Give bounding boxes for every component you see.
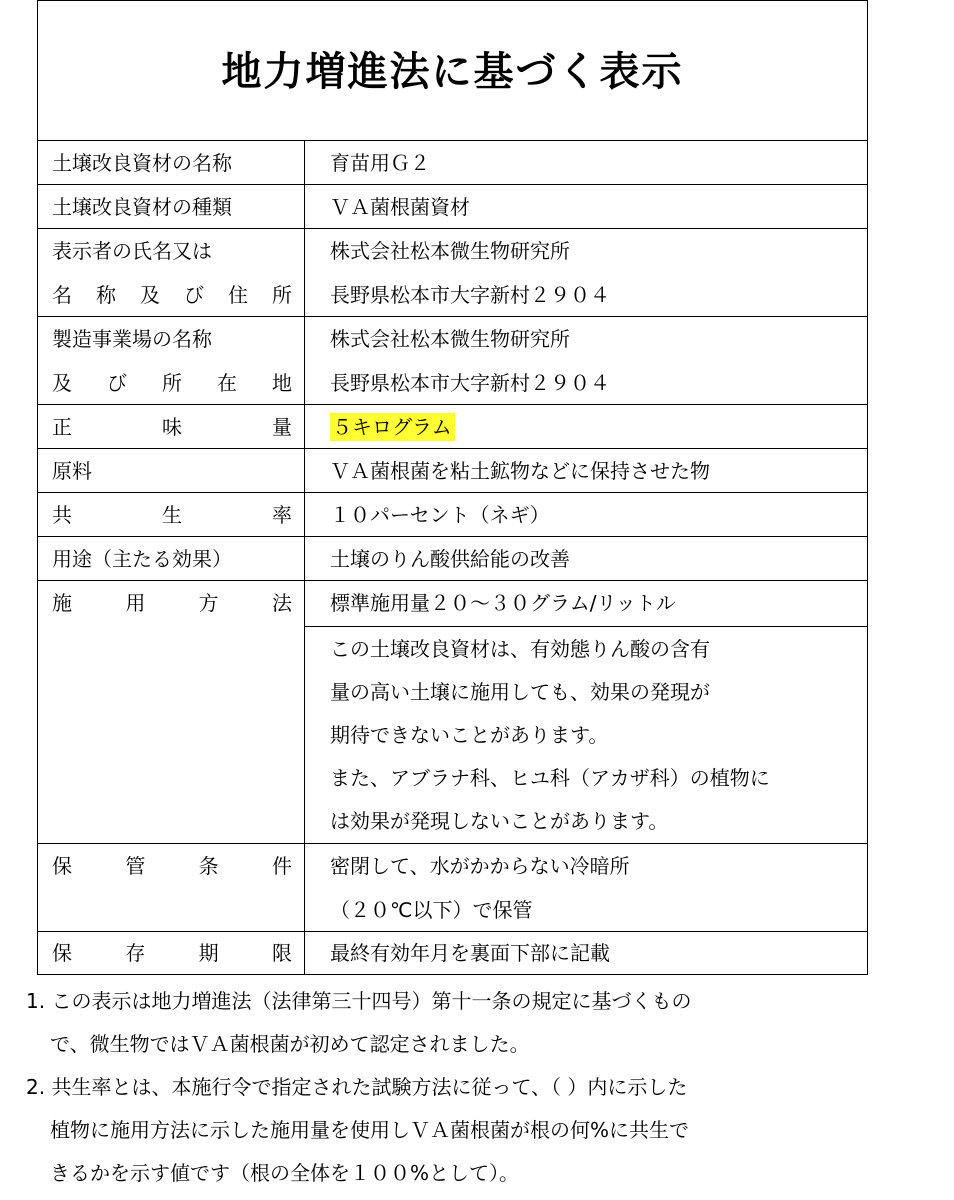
row-label: 施 用 方 法 <box>52 591 292 615</box>
row-symbiosis <box>38 493 867 537</box>
soil-label-table <box>37 0 868 975</box>
row-value: （２０℃以下）で保管 <box>330 898 533 922</box>
highlighted-value: ５キログラム <box>330 413 455 441</box>
application-note-line: は効果が発現しないことがあります。 <box>330 809 669 833</box>
row-storage <box>38 844 867 932</box>
application-note-line: 量の高い土壌に施用しても、効果の発現が <box>330 680 710 704</box>
footnote-line: 2. 共生率とは、本施行令で指定された試験方法に従って、（ ）内に示した <box>26 1075 688 1099</box>
title-box <box>38 1 867 141</box>
row-value: 育苗用Ｇ２ <box>330 151 430 175</box>
page-title: 地力増進法に基づく表示 <box>221 49 684 95</box>
row-value: 長野県松本市大字新村２９０４ <box>330 371 610 395</box>
application-note-line: また、アブラナ科、ヒユ科（アカザ科）の植物に <box>330 766 770 790</box>
application-note-line: この土壌改良資材は、有効態りん酸の含有 <box>330 637 710 661</box>
footnotes <box>26 980 926 1195</box>
row-material <box>38 449 867 493</box>
row-value: 密閉して、水がかからない冷暗所 <box>330 854 630 878</box>
row-value: 土壌のりん酸供給能の改善 <box>330 547 570 571</box>
row-value: １０パーセント（ネギ） <box>330 503 550 527</box>
row-value: ＶＡ菌根菌資材 <box>330 195 470 219</box>
row-value: 長野県松本市大字新村２９０４ <box>330 283 610 307</box>
row-use <box>38 537 867 581</box>
row-label: 原料 <box>52 459 92 483</box>
footnote-line: で、微生物ではＶＡ菌根菌が初めて認定されました。 <box>50 1032 530 1056</box>
row-value: 最終有効年月を裏面下部に記載 <box>330 941 610 965</box>
row-label: 及 び 所 在 地 <box>52 371 292 395</box>
row-labeler <box>38 229 867 317</box>
row-label: 土壌改良資材の名称 <box>52 151 232 175</box>
row-label: 表示者の氏名又は <box>52 239 212 263</box>
row-label: 名 称 及 び 住 所 <box>52 283 292 307</box>
row-label: 共 生 率 <box>52 503 292 527</box>
row-value: 標準施用量２０～３０グラム/リットル <box>330 591 676 615</box>
row-net-amount <box>38 405 867 449</box>
row-label: 製造事業場の名称 <box>52 327 212 351</box>
row-value: ＶＡ菌根菌を粘土鉱物などに保持させた物 <box>330 459 710 483</box>
row-value: 株式会社松本微生物研究所 <box>330 327 570 351</box>
row-value <box>330 405 455 449</box>
row-shelf-life <box>38 932 867 974</box>
row-manufacturer <box>38 317 867 405</box>
row-label: 土壌改良資材の種類 <box>52 195 232 219</box>
row-application <box>38 581 867 844</box>
footnote-line: きるかを示す値です（根の全体を１００%として）。 <box>50 1161 520 1185</box>
row-label: 保 管 条 件 <box>52 854 292 878</box>
row-value: 株式会社松本微生物研究所 <box>330 239 570 263</box>
footnote-line: 1. この表示は地力増進法（法律第三十四号）第十一条の規定に基づくもの <box>26 989 692 1013</box>
row-type <box>38 185 867 229</box>
application-note-line: 期待できないことがあります。 <box>330 723 609 747</box>
row-label: 用途（主たる効果） <box>52 547 232 571</box>
footnote-line: 植物に施用方法に示した施用量を使用しＶＡ菌根菌が根の何%に共生で <box>50 1118 690 1142</box>
row-label: 保 存 期 限 <box>52 941 292 965</box>
row-label: 正 味 量 <box>52 415 292 439</box>
row-name <box>38 141 867 185</box>
